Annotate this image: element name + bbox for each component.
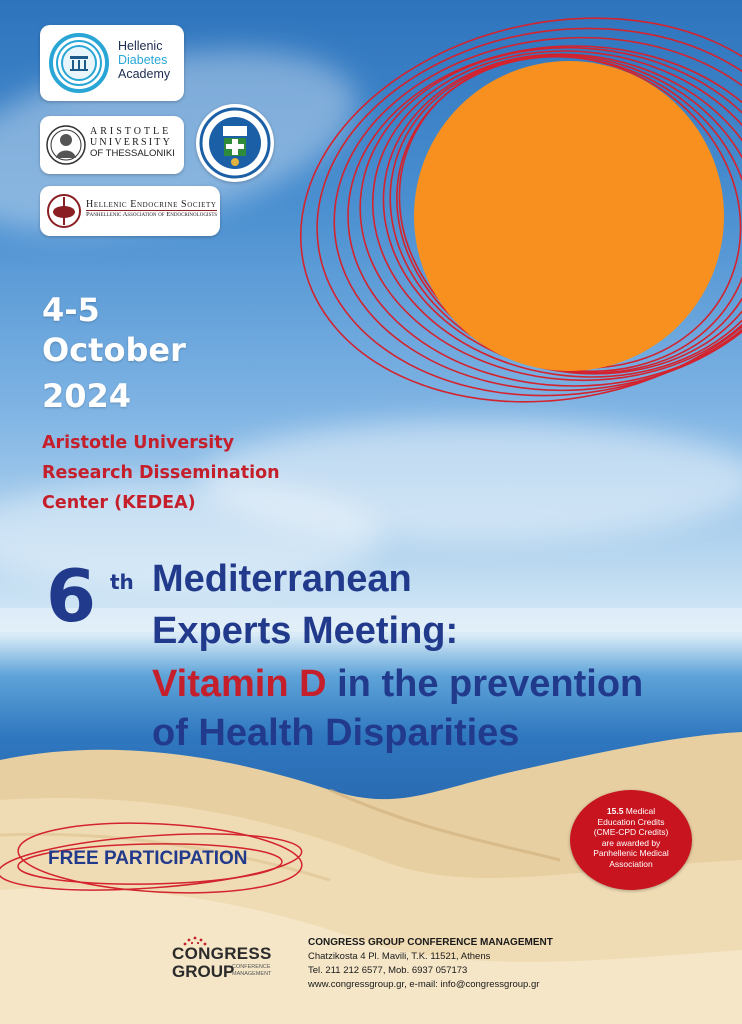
medical-association-seal: [196, 104, 274, 182]
auth-line2: UNIVERSITY: [90, 137, 172, 148]
congress-logo-sub: [232, 964, 271, 977]
temple-icon: [48, 32, 110, 94]
hellenic-endocrine-society-logo: [40, 186, 220, 236]
badge-line1: [570, 806, 692, 817]
badge-line6: Association: [609, 858, 653, 869]
auth-line3: OF THESSALONIKI: [90, 148, 175, 159]
cme-credits-badge: [570, 790, 692, 890]
hda-line1: Hellenic: [118, 39, 163, 53]
organizer-name: [308, 936, 553, 950]
badge-line5: Panhellenic Medical: [593, 848, 669, 858]
hes-line2: Panhellenic Association of Endocrinologists: [86, 211, 218, 218]
badge-line1-rest: Medical: [623, 806, 656, 816]
hellenic-diabetes-academy-logo: [40, 25, 184, 101]
congress-group-logo: [172, 934, 292, 990]
badge-line4: are awarded by: [601, 837, 661, 848]
congress-logo-line1: CONGRESS: [172, 944, 272, 963]
endocrine-society-icon: [46, 193, 82, 229]
venue-line1: Aristotle University: [42, 433, 235, 453]
medical-seal-icon: [196, 104, 274, 182]
edition-number: 6: [46, 554, 97, 638]
title-line3: [152, 664, 643, 704]
hda-line2: Diabetes: [118, 53, 168, 67]
title-line1: Mediterranean: [152, 558, 412, 600]
congress-logo-sub2: MANAGEMENT: [232, 970, 272, 977]
hda-line3: Academy: [118, 67, 171, 81]
title-line4: of Health Disparities: [152, 712, 520, 754]
edition-ordinal: th: [110, 570, 134, 594]
organizer-name-text: CONGRESS GROUP CONFERENCE MANAGEMENT: [308, 937, 553, 948]
free-participation-label: FREE PARTICIPATION: [48, 848, 248, 869]
aristotle-university-logo: [40, 116, 184, 174]
badge-line2: Education Credits: [597, 816, 665, 827]
title-vitamin-d: Vitamin D: [152, 663, 327, 705]
title-line3-rest: in the prevention: [326, 663, 644, 705]
organizer-phone: Tel. 211 212 6577, Mob. 6937 057173: [308, 965, 468, 976]
aristotle-portrait-icon: [46, 122, 86, 168]
congress-logo-sub1: CONFERENCE: [232, 964, 271, 970]
badge-credits-number: 15.5: [606, 806, 624, 816]
venue-line3: Center (KEDEA): [42, 493, 196, 513]
organizer-web: www.congressgroup.gr, e-mail: info@congressgroup.gr: [308, 979, 540, 990]
congress-logo-line2: GROUP: [172, 962, 235, 981]
organizer-info: [308, 936, 553, 992]
hes-line1: Hellenic Endocrine Society: [86, 199, 217, 210]
sun: [414, 61, 724, 371]
organizer-address: Chatzikosta 4 Pl. Mavili, T.K. 11521, Athens: [308, 951, 491, 962]
auth-line1: ARISTOTLE: [90, 126, 172, 137]
title-line2: Experts Meeting:: [152, 610, 459, 652]
event-date-day: 4-5: [42, 291, 100, 329]
badge-line3: (CME-CPD Credits): [593, 827, 669, 837]
venue-line2: Research Dissemination: [42, 463, 280, 483]
event-date-year: 2024: [42, 377, 132, 415]
event-date-month: October: [42, 331, 186, 369]
